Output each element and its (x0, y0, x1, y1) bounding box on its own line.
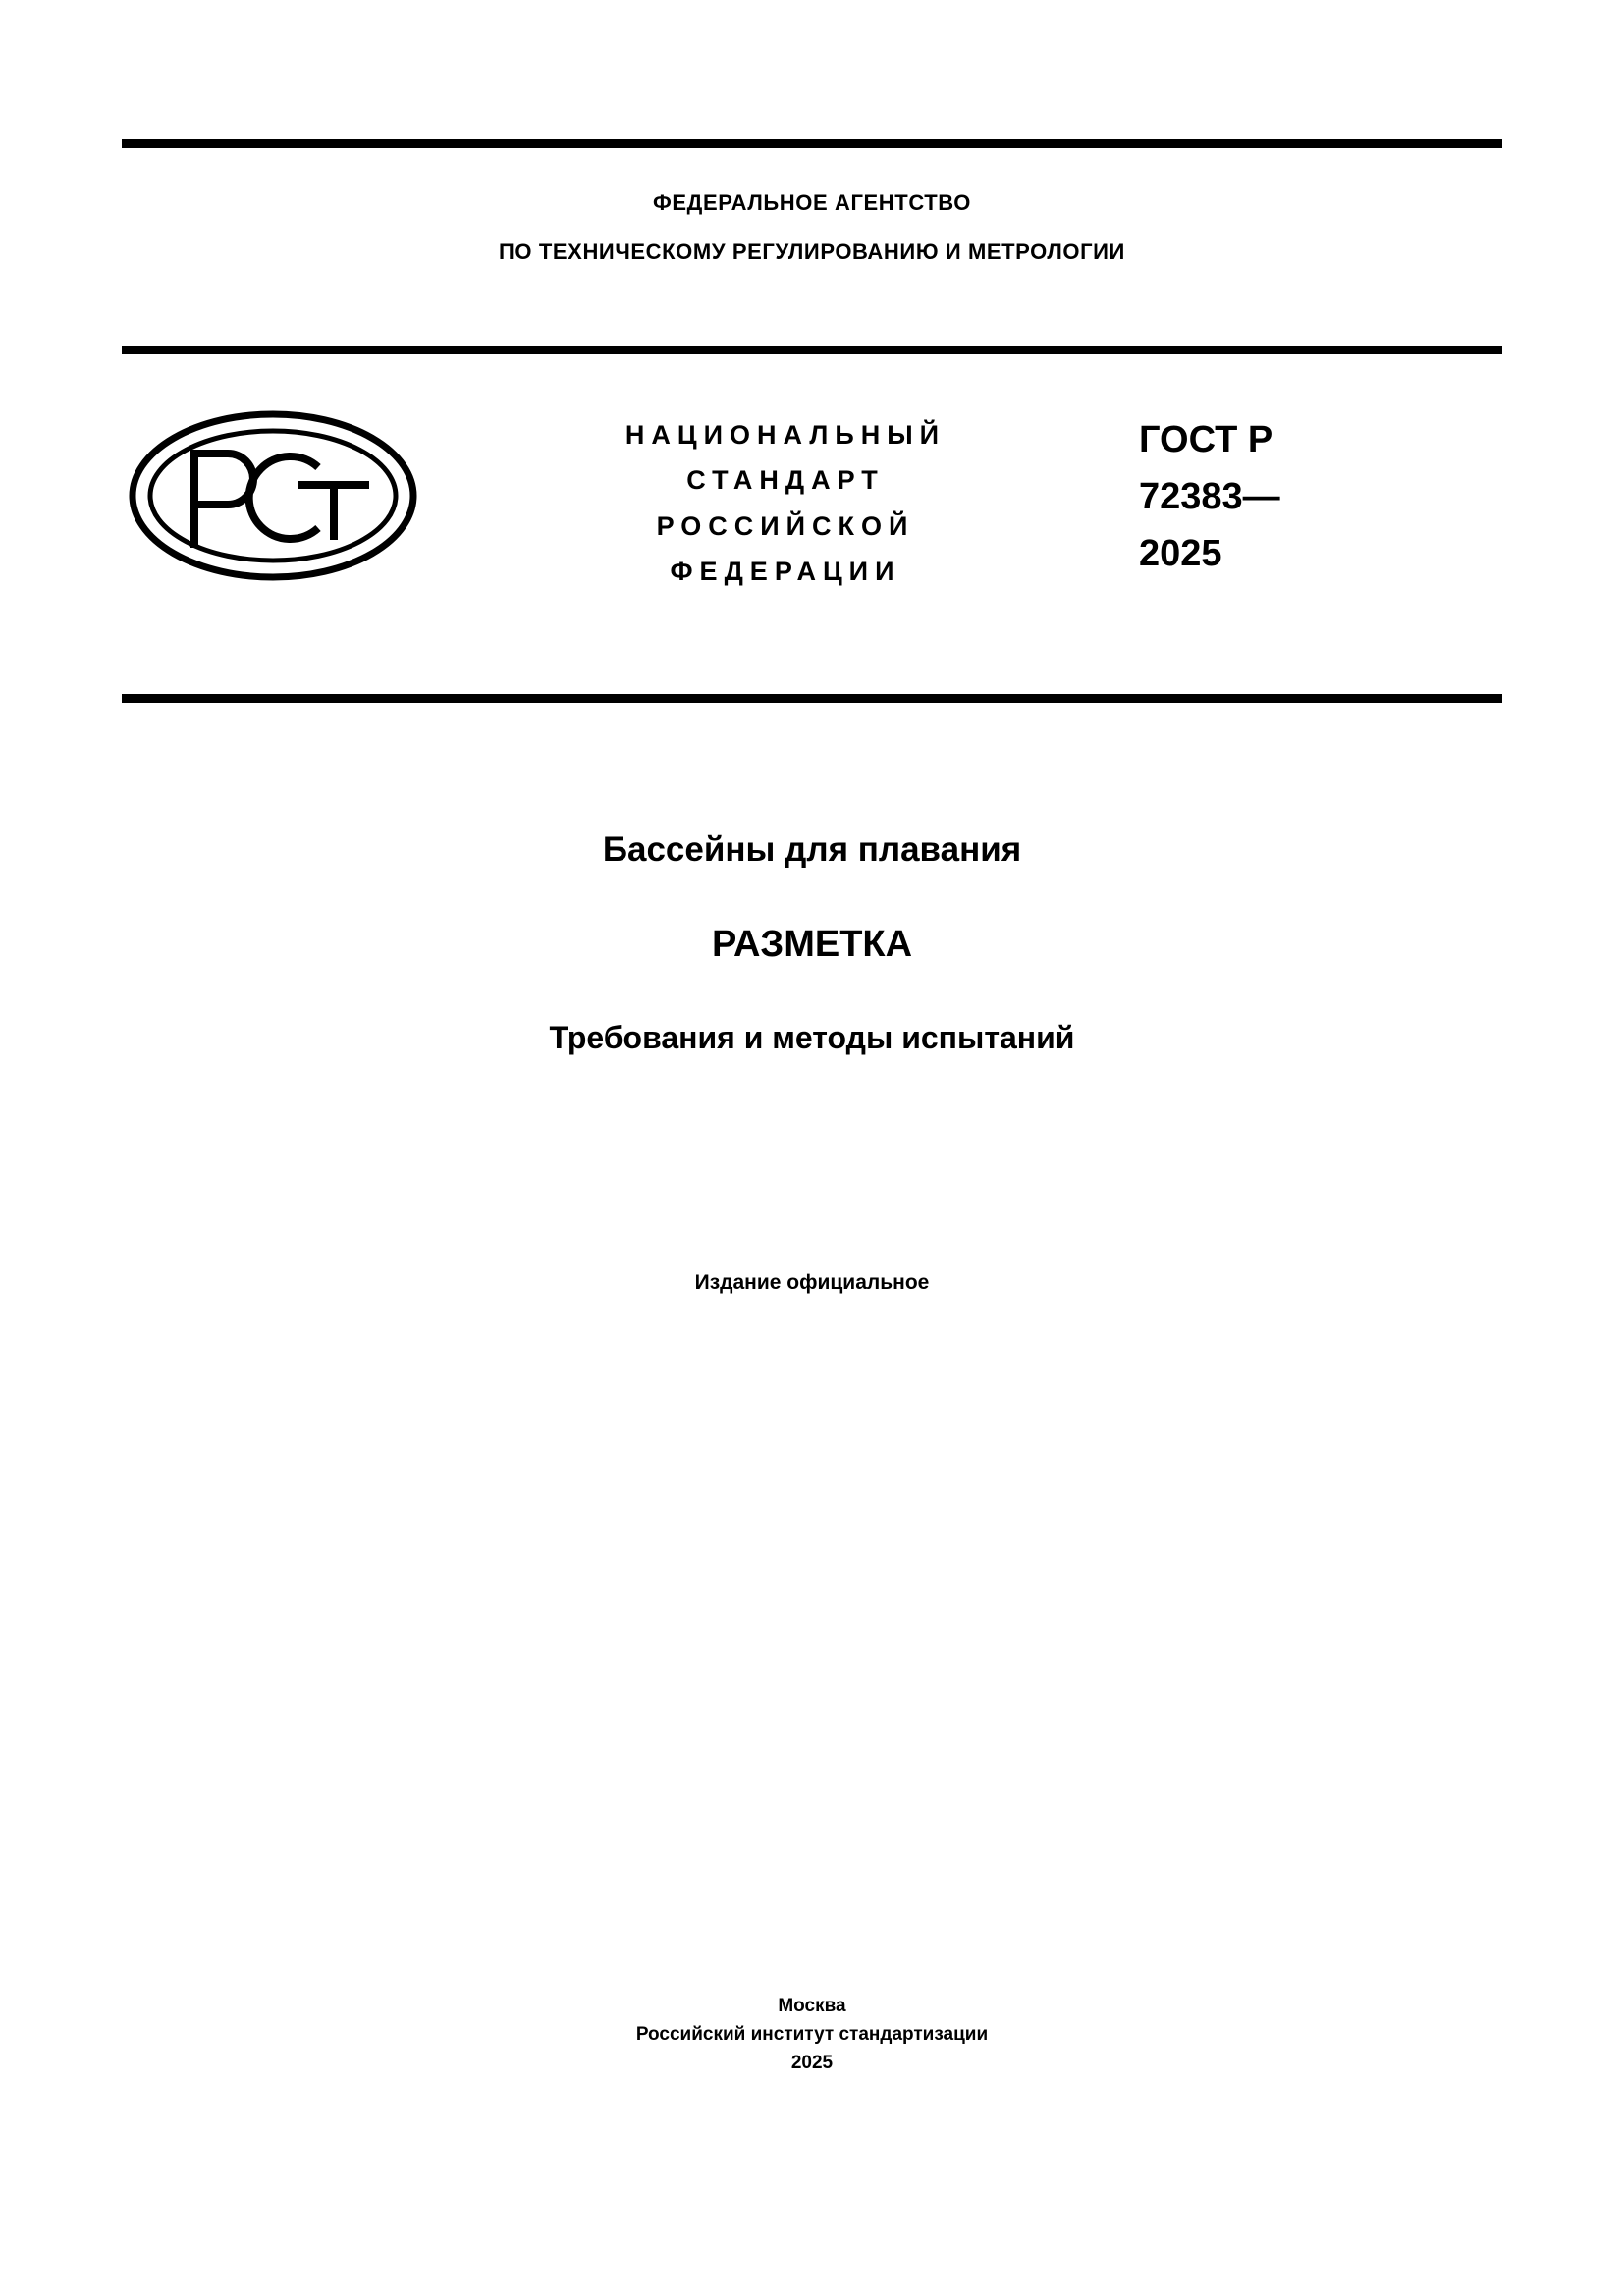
designation-line-1: ГОСТ Р (1139, 419, 1273, 460)
designation-line-2: 72383— (1139, 475, 1280, 517)
national-standard-line-1: НАЦИОНАЛЬНЫЙ (624, 420, 947, 450)
publisher-name: Российский институт стандартизации (635, 2023, 989, 2045)
edition-note: Издание официальное (694, 1271, 930, 1294)
agency-line-2: ПО ТЕХНИЧЕСКОМУ РЕГУЛИРОВАНИЮ И МЕТРОЛОГИИ (499, 240, 1125, 264)
national-standard-heading (461, 412, 1110, 595)
issuing-agency (122, 192, 1502, 263)
agency-line-1: ФЕДЕРАЛЬНОЕ АГЕНТСТВО (653, 190, 971, 215)
publisher-city: Москва (778, 1996, 846, 2016)
standard-designation (1139, 412, 1463, 582)
header-rule-middle (122, 346, 1502, 354)
header-rule-top (122, 139, 1502, 148)
title-line-1: Бассейны для плавания (602, 830, 1022, 869)
national-standard-line-2: СТАНДАРТ (686, 465, 885, 496)
document-title (122, 829, 1502, 1056)
gost-r-emblem (126, 402, 420, 589)
national-standard-line-3: РОССИЙСКОЙ (656, 510, 915, 541)
national-standard-line-4: ФЕДЕРАЦИИ (670, 557, 901, 587)
header-rule-bottom (122, 694, 1502, 703)
publication-year: 2025 (790, 2052, 834, 2073)
title-line-2: РАЗМЕТКА (711, 924, 913, 965)
designation-line-3: 2025 (1139, 532, 1222, 574)
title-line-3: Требования и методы испытаний (549, 1019, 1075, 1055)
publisher-imprint (122, 1993, 1502, 2078)
